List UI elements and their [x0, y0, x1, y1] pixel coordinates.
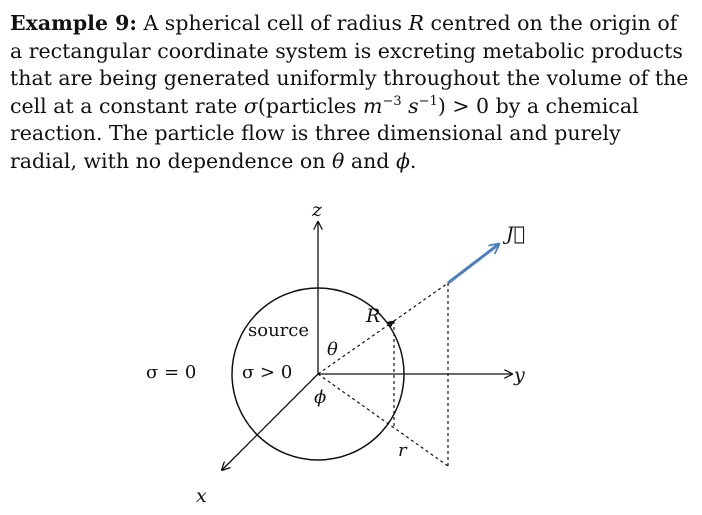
flux-vector [448, 244, 499, 283]
text-part-1: A spherical cell of radius [136, 11, 409, 35]
text-part-3: (particles [257, 93, 363, 118]
source-label: source [248, 320, 310, 341]
sigma-outside-label: σ = 0 [146, 362, 197, 383]
radius-label: R [366, 305, 381, 327]
x-axis-label: x [196, 485, 207, 507]
y-axis-label: y [514, 364, 525, 386]
text-part-5: and [344, 148, 396, 173]
projection-diagonal [318, 374, 448, 466]
phi-symbol: ϕ [395, 148, 410, 173]
phi-label: ϕ [314, 387, 327, 408]
text-part-4: ) > 0 by a chemical reaction. The particle flow is three dimensional and purely radial, with no dependence on [10, 93, 639, 173]
x-axis [222, 374, 318, 470]
text-part-6: . [409, 148, 417, 173]
theta-label: θ [327, 339, 338, 360]
radius-symbol: R [408, 11, 424, 35]
theta-symbol: θ [332, 148, 345, 173]
sigma-symbol: σ [243, 93, 258, 118]
text-part-2: centred on the origin of a rectangular coordinate system is excreting metabolic products that are being generated uniformly throughout the volume of the cell at a constant rate [10, 11, 689, 118]
example-heading: Example 9: [10, 11, 137, 35]
unit-s: s [401, 93, 419, 118]
z-axis-label: z [312, 199, 323, 221]
unit-s-exponent: −1 [418, 93, 438, 109]
flux-label: J⃗ [506, 223, 526, 245]
r-position-line [394, 283, 448, 321]
unit-m-exponent: −3 [382, 93, 402, 109]
r-label: r [398, 440, 407, 461]
unit-m: m [362, 93, 383, 118]
sigma-inside-label: σ > 0 [242, 362, 293, 383]
